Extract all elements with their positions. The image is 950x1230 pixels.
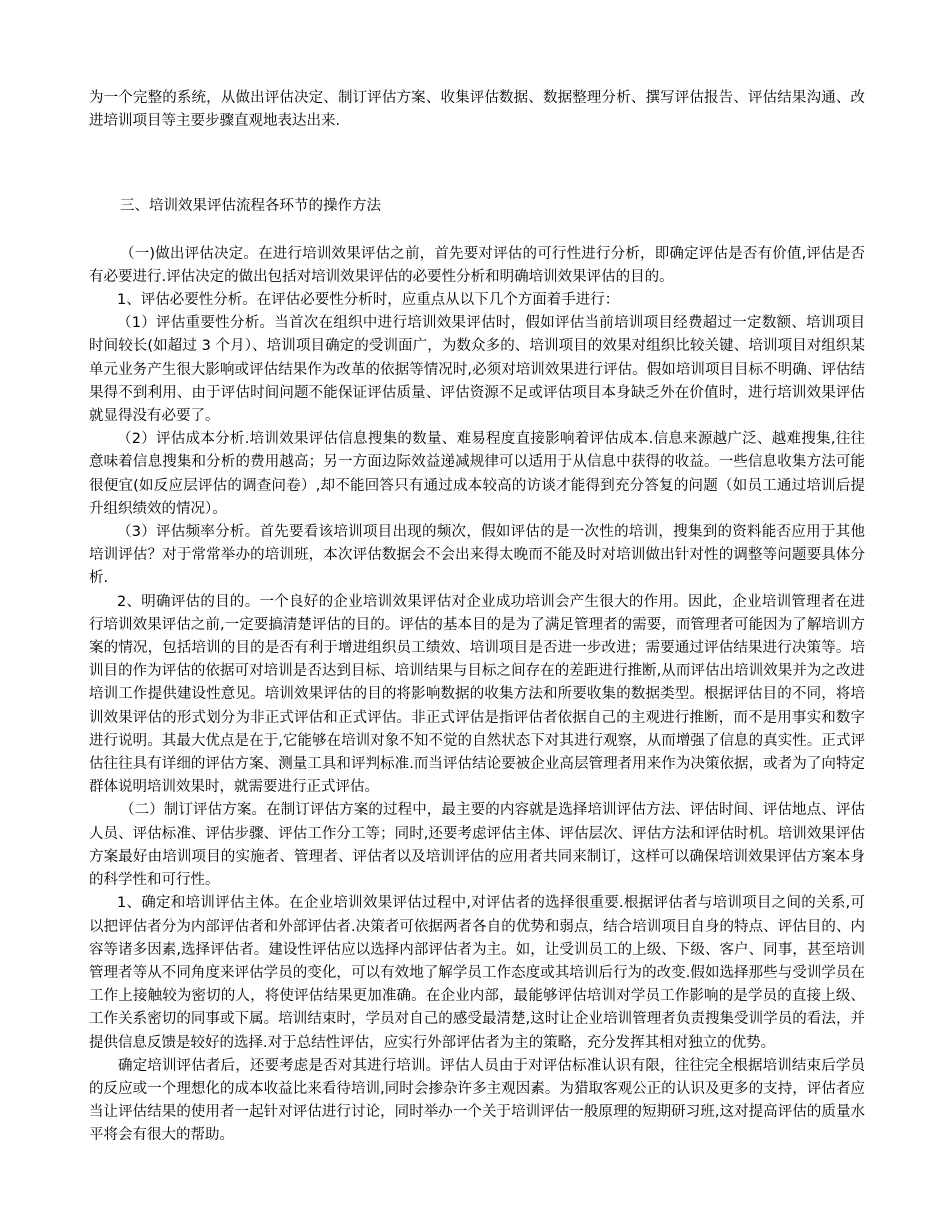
paragraph-evaluator-selection: 1、确定和培训评估主体。在企业培训效果评估过程中,对评估者的选择很重要.根据评估者与培训项目之间的关系,可以把评估者分为内部评估者和外部评估者.决策者可依据两者各自的优势和弱点，结合培训项目自身的特点、评估目的、内容等诸多因素,选择评估者。建设性评估应以选择内部评估者为主。如，让受训员工的上级、下级、客户、同事，甚至培训管理者等从不同角度来评估学员的变化，可以有效地了解学员工作态度或其培训后行为的改变.假如选择那些与受训学员在工作上接触较为密切的人，将使评估结果更加准确。在企业内部，最能够评估培训对学员工作影响的是学员的直接上级、工作关系密切的同事或下属。培训结束时，学员对自己的感受最清楚,这时让企业培训管理者负责搜集受训学员的看法，并提供信息反馈是较好的选择.对于总结性评估，应实行外部评估者为主的策略，充分发挥其相对独立的优势。 [89,895,865,1051]
section-heading: 三、培训效果评估流程各环节的操作方法 [120,198,381,215]
intro-paragraph: 为一个完整的系统，从做出评估决定、制订评估方案、收集评估数据、数据整理分析、撰写评估报告、评估结果沟通、改进培训项目等主要步骤直观地表达出来. [89,90,865,130]
paragraph-necessity-analysis: 1、评估必要性分析。在评估必要性分析时，应重点从以下几个方面着手进行： [117,292,620,309]
paragraph-evaluator-training: 确定培训评估者后，还要考虑是否对其进行培训。评估人员由于对评估标准认识有限，往往完全根据培训结束后学员的反应或一个理想化的成本收益比来看待培训,同时会掺杂许多主观因素。为猎取客观公正的认识及更多的支持，评估者应当让评估结果的使用者一起针对评估进行讨论，同时举办一个关于培训评估一般原理的短期研习班,这对提高评估的质量水平将会有很大的帮助。 [89,1057,865,1144]
paragraph-evaluation-plan: （二）制订评估方案。在制订评估方案的过程中，最主要的内容就是选择培训评估方法、评估时间、评估地点、评估人员、评估标准、评估步骤、评估工作分工等；同时,还要考虑评估主体、评估层次、评估方法和评估时机。培训效果评估方案最好由培训项目的实施者、管理者、评估者以及培训评估的应用者共同来制订，这样可以确保培训效果评估方案本身的科学性和可行性。 [89,802,865,889]
paragraph-importance-analysis: （1）评估重要性分析。当首次在组织中进行培训效果评估时，假如评估当前培训项目经费超过一定数额、培训项目时间较长(如超过 3 个月）、培训项目确定的受训面广，为数众多的、培训项目的效果对组织比较关键、培训项目对组织某单元业务产生很大影响或评估结果作为改革的依据等情况时,必须对培训效果进行评估。假如培训项目目标不明确、评估结果得不到利用、由于评估时间问题不能保证评估质量、评估资源不足或评估项目本身缺乏外在价值时，进行培训效果评估就显得没有必要了。 [89,315,865,425]
paragraph-evaluation-purpose: 2、明确评估的目的。一个良好的企业培训效果评估对企业成功培训会产生很大的作用。因此，企业培训管理者在进行培训效果评估之前,一定要搞清楚评估的目的。评估的基本目的是为了满足管理者的需要，而管理者可能因为了解培训方案的情况，包括培训的目的是否有利于增进组织员工绩效、培训项目是否进一步改进；需要通过评估结果进行决策等。培训目的作为评估的依据可对培训是否达到目标、培训结果与目标之间存在的差距进行推断,从而评估出培训效果并为之改进培训工作提供建设性意见。培训效果评估的目的将影响数据的收集方法和所要收集的数据类型。根据评估目的不同，将培训效果评估的形式划分为非正式评估和正式评估。非正式评估是指评估者依据自己的主观进行推断，而不是用事实和数字进行说明。其最大优点是在于,它能够在培训对象不知不觉的自然状态下对其进行观察，从而增强了信息的真实性。正式评估往往具有详细的评估方案、测量工具和评判标准.而当评估结论要被企业高层管理者用来作为决策依据，或者为了向特定群体说明培训效果时，就需要进行正式评估。 [89,593,865,796]
paragraph-frequency-analysis: （3）评估频率分析。首先要看该培训项目出现的频次，假如评估的是一次性的培训，搜集到的资料能否应用于其他培训评估？对于常常举办的培训班，本次评估数据会不会出来得太晚而不能及时对培训做出针对性的调整等问题要具体分析. [89,524,865,587]
paragraph-cost-analysis: （2）评估成本分析.培训效果评估信息搜集的数量、难易程度直接影响着评估成本.信息来源越广泛、越难搜集,往往意味着信息搜集和分析的费用越高；另一方面边际效益递减规律可以适用于从信息中获得的收益。一些信息收集方法可能很便宜(如反应层评估的调查问卷）,却不能回答只有通过成本较高的访谈才能得到充分答复的问题（如员工通过培训后提升组织绩效的情况）。 [89,431,865,517]
document-page [89,87,865,1148]
paragraph-evaluation-decision: （一)做出评估决定。在进行培训效果评估之前，首先要对评估的可行性进行分析，即确定评估是否有价值,评估是否有必要进行.评估决定的做出包括对培训效果评估的必要性分析和明确培训效果评估的目的。 [89,245,865,285]
